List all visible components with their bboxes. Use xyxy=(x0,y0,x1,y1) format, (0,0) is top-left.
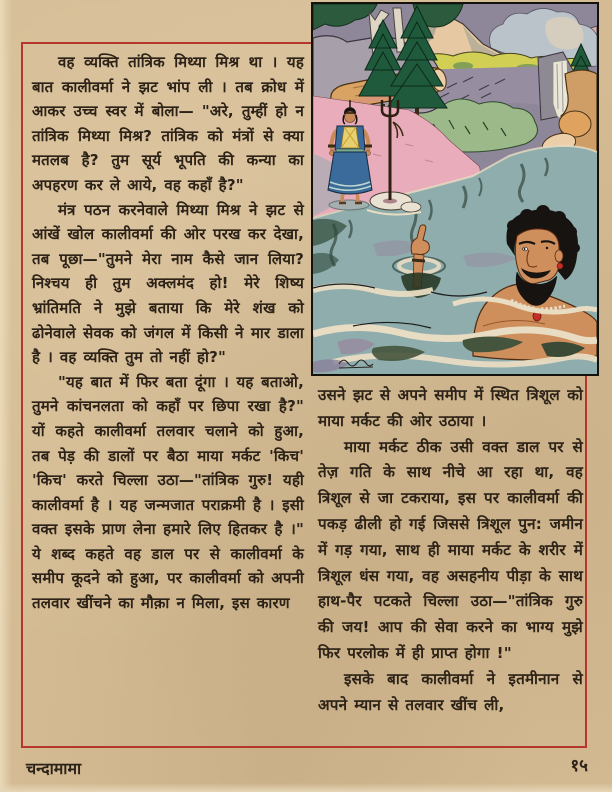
hair-curl xyxy=(536,205,550,219)
sage-ear xyxy=(555,250,563,262)
story-paragraph-left-3: "यह बात में फिर बता दूंगा । यह बताओ, तुमने कांचनलता को कहाँ पर छिपा रखा है?" यों कहते कालीवर्मा तलवार चलाने को हुआ, तब पेड़ की डालों पर बैठा माया मर्कट 'किच' 'किच' करते चिल्ला उठा—"तांत्रिक गुरु! यही कालीवर्मा है । यह जन्मजात पराक्रमी है । इसी वक्त इसके प्राण लेना हमारे लिए हितकर है ।" ये शब्द कहते वह डाल पर से कालीवर्मा के समीप कूदने को हुआ, पर कालीवर्मा को अपनी तलवार खींचने का मौक़ा न मिला, इस कारण xyxy=(32,372,304,613)
story-paragraph-left-1: वह व्यक्ति तांत्रिक मिथ्या मिश्र था । यह बात कालीवर्मा ने झट भांप ली । तब क्रोध में आकर उच्च स्वर में बोला— "अरे, तुम्हीं हो न तांत्रिक मिथ्या मिश्र? तांत्रिक को मंत्रों से क्या मतलब है? तुम सूर्य भूपति की कन्या का अपहरण कर ले आये, वह कहाँ है?" xyxy=(32,53,304,194)
white-stone xyxy=(401,202,421,212)
story-paragraph-right-1: उसने झट से अपने समीप में स्थित त्रिशूल को माया मर्कट की ओर उठाया । xyxy=(318,386,583,430)
illustration xyxy=(313,4,597,374)
hair-curl xyxy=(565,226,577,238)
right-text-column xyxy=(318,383,583,718)
pupil xyxy=(524,248,526,250)
paper-edge-left xyxy=(0,0,12,792)
story-paragraph-left-2: मंत्र पठन करनेवाले मिथ्या मिश्र ने झट से आंखें खोल कालीवर्मा की ओर परख कर देखा, तब पूछा—"तुमने मेरा नाम कैसे जान लिया? निश्चय ही तुम अक्लमंद हो! मेरे शिष्य भ्रांतिमति ने मुझे बताया कि मेरे शंख को ढोनेवाले सेवक को जंगल में किसी ने मार डाला है । वह व्यक्ति तुम तो नहीं हो?" xyxy=(32,200,304,367)
publication-name: चन्दामामा xyxy=(26,759,82,778)
story-paragraph-right-2: माया मर्कट ठीक उसी वक्त डाल पर से तेज़ गति के साथ नीचे आ रहा था, वह त्रिशूल से जा टकराया, इस पर कालीवर्मा की पकड़ ढीली हो गई जिससे त्रिशूल पुन: जमीन में गड़ गया, साथ ही माया मर्कट के शरीर में त्रिशूल धंस गया, वह असहनीय पीड़ा के साथ हाथ-पैर पटकते चिल्ला उठा—"तांत्रिक गुरु की जय! आप की सेवा करने का भाग्य मुझे फिर परलोक में ही प्राप्त होगा !" xyxy=(318,437,583,662)
earring xyxy=(557,263,563,269)
left-text-column xyxy=(32,50,304,616)
illustration-panel xyxy=(311,2,599,376)
hair-curl xyxy=(552,211,566,225)
bracelet xyxy=(412,260,425,261)
paper-edge-bottom xyxy=(0,783,612,792)
hair-curl xyxy=(520,209,534,223)
page-number: १५ xyxy=(570,756,588,776)
hair-curl xyxy=(570,243,580,253)
sage-eye xyxy=(546,247,548,249)
hair-curl xyxy=(507,220,519,232)
water-ripple xyxy=(329,200,369,210)
story-paragraph-right-3: इसके बाद कालीवर्मा ने इतमीनान से अपने म्यान से तलवार खींच ली, xyxy=(318,669,583,714)
